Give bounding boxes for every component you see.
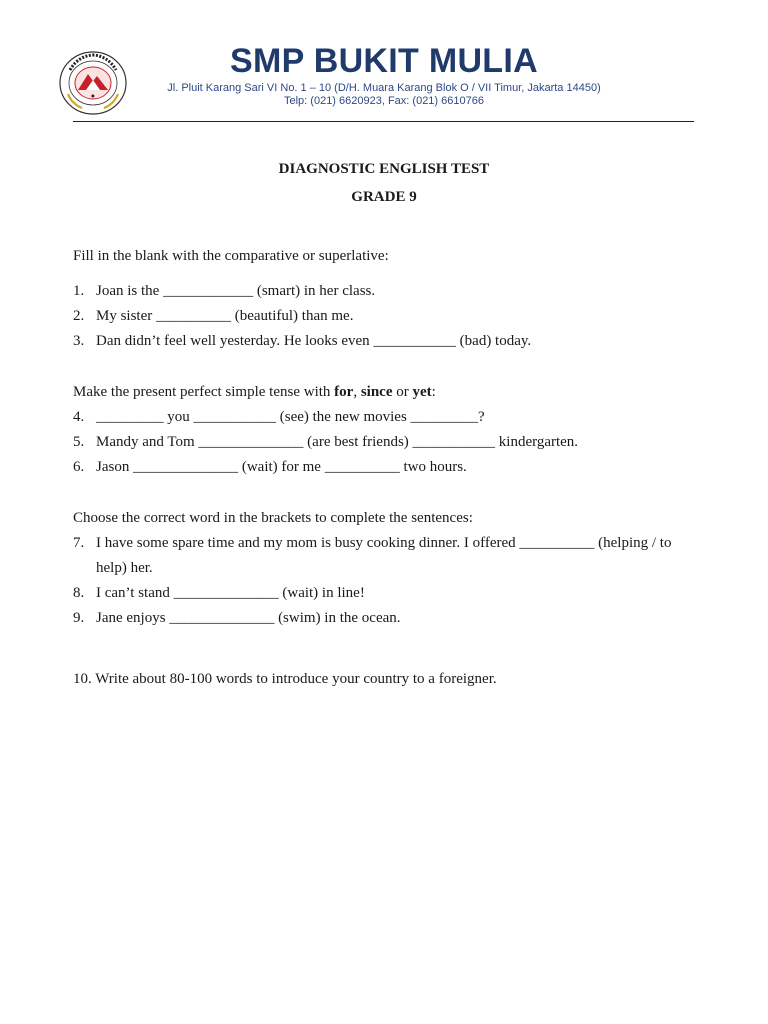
question-item bbox=[73, 329, 698, 354]
question-text: Joan is the ____________ (smart) in her class. bbox=[96, 283, 376, 299]
question-number: 10. bbox=[73, 671, 92, 687]
section3-instruction: Choose the correct word in the brackets to complete the sentences: bbox=[73, 510, 473, 526]
grade-title: GRADE 9 bbox=[351, 189, 417, 205]
header-divider bbox=[73, 121, 694, 122]
question-item bbox=[73, 531, 698, 581]
question-number: 9. bbox=[73, 610, 85, 626]
test-body bbox=[73, 244, 698, 692]
question-item bbox=[73, 606, 698, 631]
keyword-yet: yet bbox=[412, 384, 432, 400]
question-number: 7. bbox=[73, 535, 85, 551]
question-number: 4. bbox=[73, 409, 85, 425]
question-item bbox=[73, 304, 698, 329]
keyword-for: for bbox=[334, 384, 354, 400]
test-title: DIAGNOSTIC ENGLISH TEST bbox=[278, 161, 490, 177]
instruction-text: : bbox=[431, 384, 436, 400]
section2-instruction bbox=[73, 380, 698, 405]
question-text: My sister __________ (beautiful) than me. bbox=[96, 308, 354, 324]
question-number: 2. bbox=[73, 308, 85, 324]
question-item bbox=[73, 430, 698, 455]
question-number: 3. bbox=[73, 333, 85, 349]
question-item bbox=[73, 455, 698, 480]
instruction-text: Make the present perfect simple tense with bbox=[73, 384, 335, 400]
question-item bbox=[73, 279, 698, 304]
question-number: 8. bbox=[73, 585, 85, 601]
question-text: _________ you ___________ (see) the new movies _________? bbox=[96, 409, 485, 425]
school-logo bbox=[58, 50, 128, 116]
question-number: 6. bbox=[73, 459, 85, 475]
question-item bbox=[73, 405, 698, 430]
address-line: Jl. Pluit Karang Sari VI No. 1 – 10 (D/H. Muara Karang Blok O / VII Timur, Jakarta 14450) bbox=[167, 82, 601, 94]
school-name: SMP BUKIT MULIA bbox=[230, 42, 538, 80]
question-item bbox=[73, 667, 698, 692]
school-address bbox=[120, 82, 648, 108]
contact-line: Telp: (021) 6620923, Fax: (021) 6610766 bbox=[284, 95, 484, 107]
question-text: I can’t stand ______________ (wait) in line! bbox=[96, 585, 365, 601]
question-text: Dan didn’t feel well yesterday. He looks even ___________ (bad) today. bbox=[96, 333, 532, 349]
question-text: Write about 80-100 words to introduce your country to a foreigner. bbox=[95, 671, 497, 687]
separator: , bbox=[353, 384, 361, 400]
section1-instruction: Fill in the blank with the comparative or superlative: bbox=[73, 248, 389, 264]
question-text: Mandy and Tom ______________ (are best friends) ___________ kindergarten. bbox=[96, 434, 579, 450]
question-number: 1. bbox=[73, 283, 85, 299]
question-item bbox=[73, 581, 698, 606]
svg-text:●: ● bbox=[91, 93, 95, 98]
question-number: 5. bbox=[73, 434, 85, 450]
separator: or bbox=[392, 384, 413, 400]
question-text: Jason ______________ (wait) for me __________ two hours. bbox=[96, 459, 467, 475]
question-text: Jane enjoys ______________ (swim) in the ocean. bbox=[96, 610, 401, 626]
keyword-since: since bbox=[360, 384, 393, 400]
letterhead bbox=[0, 0, 768, 124]
question-text: I have some spare time and my mom is busy cooking dinner. I offered __________ (helping / to help) her. bbox=[96, 535, 672, 576]
